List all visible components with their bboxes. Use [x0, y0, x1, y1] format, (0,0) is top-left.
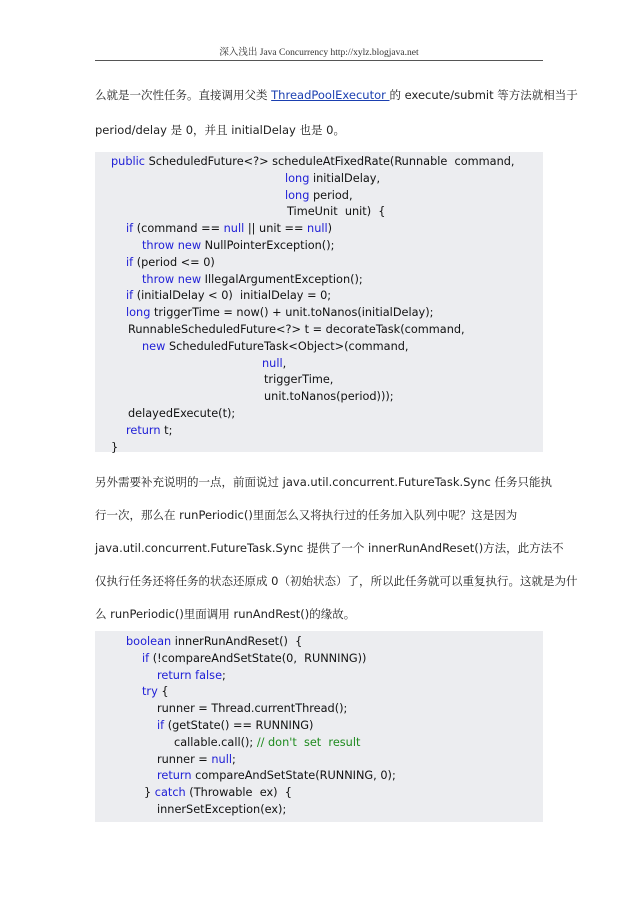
paragraph-line — [95, 87, 578, 103]
code-token: (getState() == RUNNING) — [164, 719, 314, 732]
code-keyword: long — [285, 171, 310, 185]
code-token: ; — [222, 668, 226, 682]
code-keyword: catch — [154, 786, 186, 800]
code-line — [142, 272, 363, 288]
code-keyword: public — [111, 155, 145, 168]
code-line — [174, 735, 360, 751]
code-keyword: null — [262, 356, 283, 370]
code-keyword: false — [195, 668, 223, 682]
code-token: ; — [231, 752, 236, 766]
code-line — [142, 651, 366, 667]
code-token: , — [282, 356, 287, 370]
code-line — [157, 668, 226, 684]
threadpoolexecutor-link[interactable]: ThreadPoolExecutor — [271, 88, 390, 102]
code-token: t; — [160, 423, 173, 437]
code-token: RunnableScheduledFuture<?> t = decorateTask(command, — [128, 323, 465, 336]
code-line — [144, 785, 292, 801]
code-token: runner = Thread.currentThread(); — [157, 702, 348, 716]
paragraph-line: 行一次，那么在 runPeriodic()里面怎么又将执行过的任务加入队列中呢？这是因为 — [95, 508, 518, 522]
header-divider — [95, 60, 543, 61]
code-line — [126, 221, 332, 237]
code-keyword: null — [307, 222, 328, 236]
code-line — [287, 204, 386, 220]
code-token: { — [157, 685, 169, 699]
code-token: ScheduledFuture<?> scheduleAtFixedRate(Runnable command, — [145, 155, 515, 168]
code-line — [128, 406, 235, 422]
code-token: || unit == — [244, 222, 308, 236]
code-line — [126, 305, 433, 321]
page-header: 深入浅出 Java Concurrency http://xylz.blogjava.net — [219, 48, 419, 58]
code-line — [142, 684, 169, 700]
code-token: (period <= 0) — [133, 255, 215, 269]
code-token: compareAndSetState(RUNNING, 0); — [191, 769, 396, 783]
code-keyword: new — [142, 339, 166, 353]
code-line — [285, 188, 353, 204]
code-token: (initialDelay < 0) initialDelay = 0; — [133, 289, 332, 303]
code-keyword: return — [157, 769, 192, 783]
code-line — [157, 752, 236, 768]
code-keyword: long — [285, 188, 310, 202]
code-line — [142, 339, 409, 355]
code-keyword: new — [177, 239, 202, 252]
code-token: innerRunAndReset() { — [171, 635, 303, 648]
code-keyword: throw — [142, 239, 175, 252]
paragraph-line: 么 runPeriodic()里面调用 runAndRest()的缘故。 — [95, 607, 356, 621]
code-token: ) — [327, 222, 333, 236]
code-line — [157, 701, 347, 717]
code-line — [142, 238, 334, 254]
code-line — [285, 171, 380, 187]
code-line — [128, 322, 465, 338]
code-line — [157, 768, 396, 784]
code-token: TimeUnit unit) { — [287, 205, 386, 219]
code-line — [264, 389, 394, 405]
code-line — [126, 255, 215, 271]
paragraph-line: 仅执行任务还将任务的状态还原成 0（初始状态）了，所以此任务就可以重复执行。这就是为什 — [95, 574, 578, 588]
code-token: triggerTime = now() + unit.toNanos(initialDelay); — [150, 306, 434, 320]
code-keyword: throw — [142, 272, 175, 286]
code-keyword: return — [126, 423, 161, 437]
code-keyword: if — [126, 255, 134, 269]
code-keyword: try — [142, 685, 158, 699]
code-line — [126, 288, 331, 304]
code-token: ScheduledFutureTask<Object>(command, — [165, 339, 409, 353]
code-line — [157, 802, 286, 818]
code-keyword: if — [126, 289, 134, 303]
code-line — [111, 154, 515, 170]
code-keyword: new — [177, 272, 202, 286]
code-token: (Throwable ex) { — [185, 786, 292, 800]
code-token: (command == — [133, 222, 224, 236]
code-token: period, — [309, 188, 353, 202]
code-token: runner = — [157, 752, 212, 766]
code-keyword: if — [126, 222, 134, 236]
code-keyword: if — [142, 651, 150, 665]
code-keyword: long — [126, 306, 151, 320]
code-token: } — [144, 786, 155, 800]
code-line — [262, 356, 286, 372]
code-line — [111, 440, 118, 456]
code-keyword: boolean — [126, 635, 172, 648]
code-token: (!compareAndSetState(0, RUNNING)) — [149, 651, 367, 665]
code-block-inner-run-and-reset — [95, 631, 543, 822]
code-line — [157, 718, 313, 734]
code-comment: // don't set result — [256, 735, 361, 749]
code-token: unit.toNanos(period))); — [264, 390, 394, 404]
code-token: IllegalArgumentException(); — [201, 272, 363, 286]
code-token: triggerTime, — [264, 373, 334, 387]
code-token: NullPointerException(); — [201, 239, 335, 252]
code-token: } — [111, 440, 119, 454]
code-keyword: if — [157, 719, 165, 732]
code-line — [126, 634, 302, 650]
code-line — [126, 423, 172, 439]
code-keyword: null — [223, 222, 245, 236]
code-token: delayedExecute(t); — [128, 407, 236, 420]
paragraph-line: java.util.concurrent.FutureTask.Sync 提供了一个 innerRunAndReset()方法，此方法不 — [95, 541, 564, 555]
code-block-schedule-at-fixed-rate — [95, 152, 543, 452]
code-token: initialDelay, — [309, 171, 381, 185]
code-keyword: null — [211, 752, 232, 766]
paragraph-line: period/delay 是 0，并且 initialDelay 也是 0。 — [95, 123, 345, 137]
paragraph-text: 么就是一次性任务。直接调用父类 — [95, 88, 272, 102]
code-token: innerSetException(ex); — [157, 803, 287, 816]
code-line — [264, 372, 333, 388]
code-keyword: return — [157, 668, 192, 682]
paragraph-text: 的 execute/submit 等方法就相当于 — [389, 88, 578, 102]
paragraph-line: 另外需要补充说明的一点，前面说过 java.util.concurrent.FutureTask.Sync 任务只能执 — [95, 475, 553, 489]
code-token: callable.call(); — [174, 735, 257, 749]
